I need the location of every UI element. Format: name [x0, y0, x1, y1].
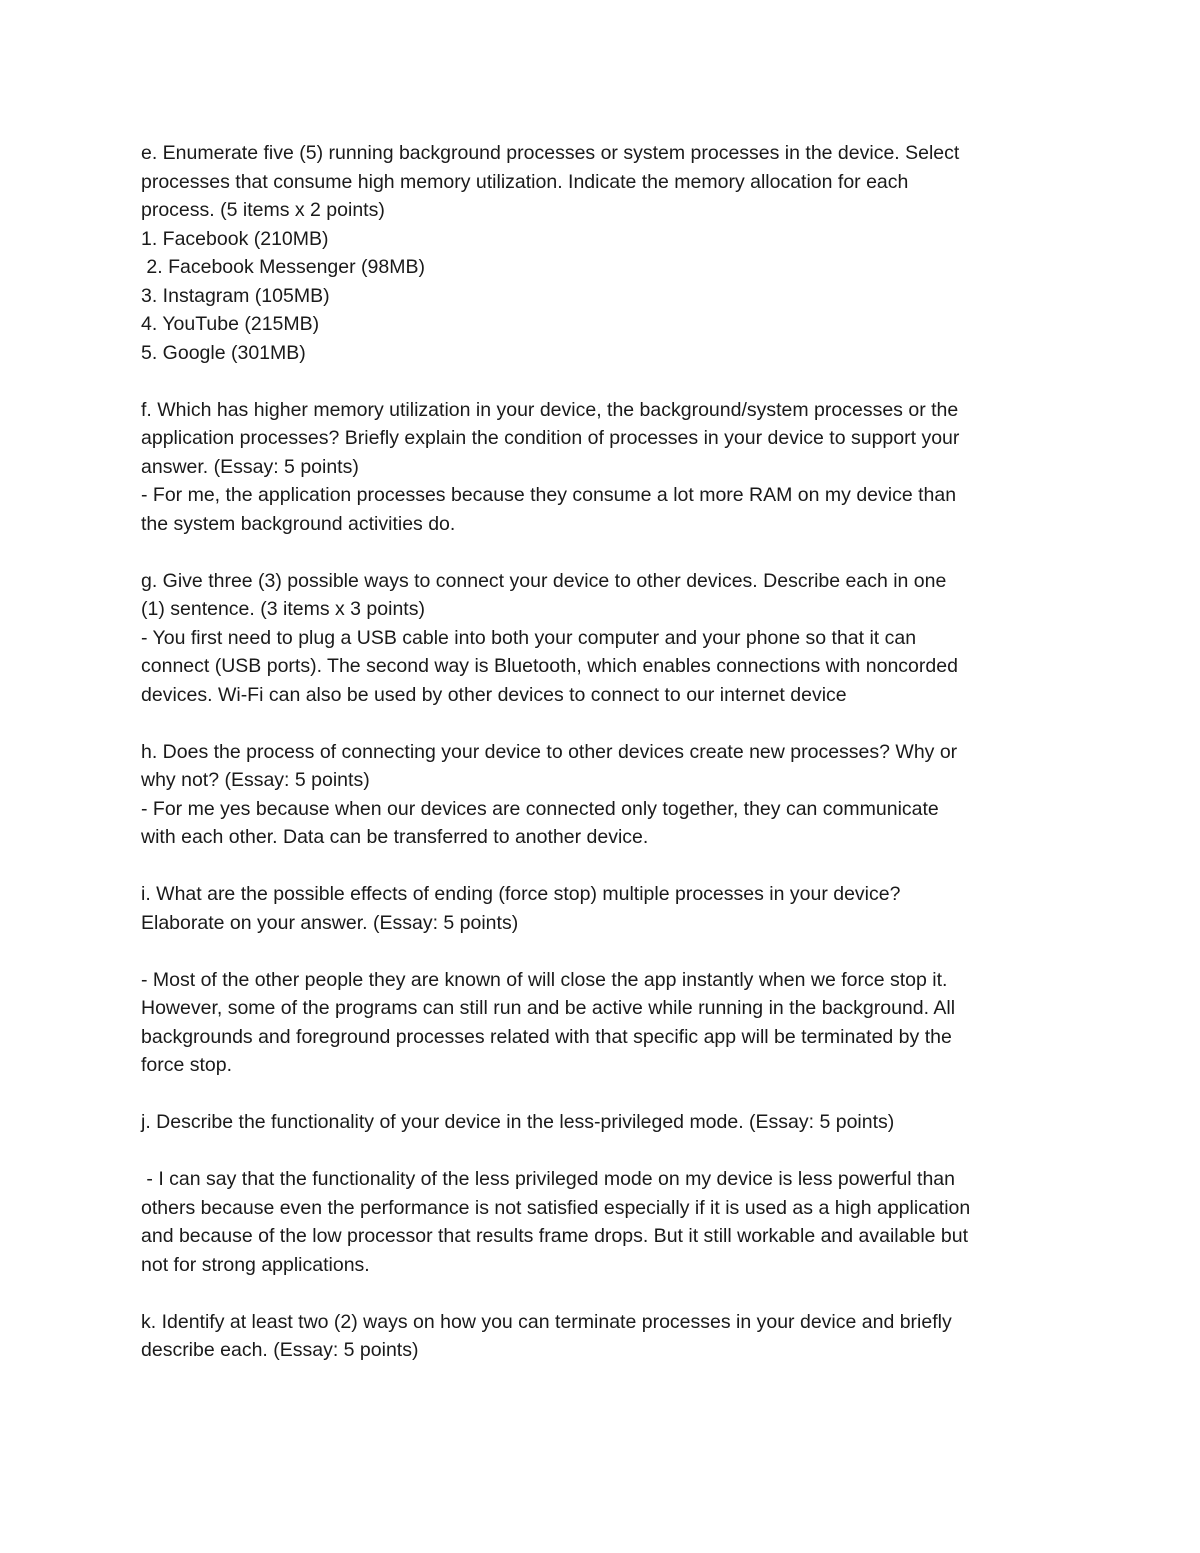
answer-line: not for strong applications. — [141, 1253, 370, 1276]
question-line: k. Identify at least two (2) ways on how you can terminate processes in your device and briefly — [141, 1310, 952, 1333]
question-line: process. (5 items x 2 points) — [141, 199, 385, 221]
answer-line: devices. Wi-Fi can also be used by other devices to connect to our internet device — [141, 683, 847, 706]
blank-line — [141, 709, 1071, 738]
answer-line: 3. Instagram (105MB) — [141, 284, 330, 307]
blank-line — [141, 1279, 1071, 1308]
section-k — [141, 1308, 1071, 1365]
question-line: why not? (Essay: 5 points) — [141, 769, 370, 791]
answer-line: connect (USB ports). The second way is Bluetooth, which enables connections with noncorded — [141, 655, 958, 677]
answer-line: 5. Google (301MB) — [141, 341, 306, 364]
blank-line — [141, 367, 1071, 396]
question-line: processes that consume high memory utilization. Indicate the memory allocation for each — [141, 170, 909, 193]
question-line: e. Enumerate five (5) running background processes or system processes in the device. Select — [141, 142, 960, 164]
section-h — [141, 738, 1071, 852]
answer-line: - I can say that the functionality of the less privileged mode on my device is less powerful than — [141, 1168, 956, 1190]
question-line: g. Give three (3) possible ways to connect your device to other devices. Describe each in one — [141, 569, 947, 592]
answer-line: force stop. — [141, 1054, 233, 1076]
answer-line: 1. Facebook (210MB) — [141, 227, 329, 250]
answer-line: However, some of the programs can still run and be active while running in the background. All — [141, 997, 956, 1019]
section-e — [141, 139, 1071, 367]
question-line: describe each. (Essay: 5 points) — [141, 1339, 419, 1361]
question-line: (1) sentence. (3 items x 3 points) — [141, 598, 425, 620]
answer-line: others because even the performance is not satisfied especially if it is used as a high application — [141, 1196, 971, 1219]
blank-line — [141, 937, 1071, 966]
question-line: h. Does the process of connecting your device to other devices create new processes? Why or — [141, 740, 958, 763]
answer-line: the system background activities do. — [141, 512, 456, 535]
section-i — [141, 880, 1071, 1080]
question-line: application processes? Briefly explain the condition of processes in your device to support your — [141, 427, 960, 449]
document-page — [141, 139, 1071, 1365]
question-line: f. Which has higher memory utilization in your device, the background/system processes or the — [141, 398, 959, 421]
answer-line: 4. YouTube (215MB) — [141, 313, 320, 335]
blank-line — [141, 1137, 1071, 1166]
answer-line: 2. Facebook Messenger (98MB) — [141, 256, 425, 278]
section-f — [141, 396, 1071, 539]
answer-line: and because of the low processor that results frame drops. But it still workable and available but — [141, 1225, 969, 1247]
answer-line: - For me, the application processes because they consume a lot more RAM on my device than — [141, 484, 957, 506]
section-g — [141, 567, 1071, 710]
blank-line — [141, 1080, 1071, 1109]
answer-line: - You first need to plug a USB cable into both your computer and your phone so that it can — [141, 626, 917, 649]
question-line: i. What are the possible effects of ending (force stop) multiple processes in your device? — [141, 883, 901, 905]
blank-line — [141, 538, 1071, 567]
answer-line: - For me yes because when our devices are connected only together, they can communicate — [141, 797, 939, 820]
section-j — [141, 1108, 1071, 1279]
blank-line — [141, 852, 1071, 881]
answer-line: - Most of the other people they are known of will close the app instantly when we force stop it. — [141, 968, 948, 991]
question-line: Elaborate on your answer. (Essay: 5 points) — [141, 911, 519, 934]
question-line: answer. (Essay: 5 points) — [141, 455, 359, 478]
answer-line: with each other. Data can be transferred to another device. — [141, 826, 649, 848]
question-line: j. Describe the functionality of your device in the less-privileged mode. (Essay: 5 points) — [141, 1111, 895, 1133]
answer-line: backgrounds and foreground processes related with that specific app will be terminated by the — [141, 1025, 952, 1048]
